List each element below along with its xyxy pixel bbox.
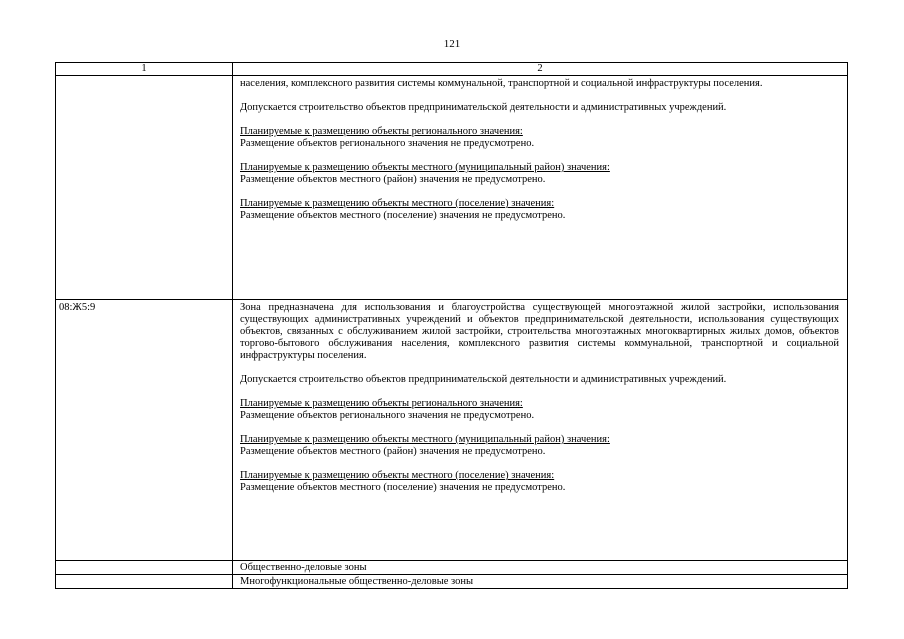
municipal-objects-text: Размещение объектов местного (район) значения не предусмотрено.: [240, 174, 546, 185]
zoning-table: [55, 62, 848, 589]
municipal-objects-heading: Планируемые к размещению объекты местного (муниципальный район) значения:: [240, 162, 610, 173]
zone-intro-text: населения, комплексного развития системы коммунальной, транспортной и социальной инфраструктуры поселения.: [240, 78, 763, 89]
municipal-objects-text: Размещение объектов местного (район) значения не предусмотрено.: [240, 446, 546, 457]
municipal-objects-heading: Планируемые к размещению объекты местного (муниципальный район) значения:: [240, 434, 610, 445]
regional-objects-text: Размещение объектов регионального значения не предусмотрено.: [240, 138, 535, 149]
table-row-zone: [56, 300, 848, 561]
header-cell-2: 2: [233, 63, 848, 76]
table-row-section: [56, 561, 848, 575]
table-row-section: [56, 575, 848, 589]
header-cell-1: 1: [56, 63, 233, 76]
empty-code-cell: [56, 561, 233, 575]
zone-intro-text: Зона предназначена для использования и благоустройства существующей многоэтажной жилой застройки, использования существующих административных учреждений и объектов предпринимательской деятельности, использования существующих объектов, связанных с обслуживанием жилой застройки, строительства многоэтажных многоквартирных жилых домов, объектов торгово-бытового обслуживания населения, комплексного развития системы коммунальной, транспортной и социальной инфраструктуры поселения.: [240, 302, 839, 361]
regional-objects-text: Размещение объектов регионального значения не предусмотрено.: [240, 410, 535, 421]
zone-code-cell: [56, 76, 233, 300]
section-title-cell: Многофункциональные общественно-деловые зоны: [233, 575, 848, 589]
regional-objects-heading: Планируемые к размещению объекты регионального значения:: [240, 398, 523, 409]
section-title-cell: Общественно-деловые зоны: [233, 561, 848, 575]
allowed-construction-text: Допускается строительство объектов предпринимательской деятельности и административных учреждений.: [240, 374, 727, 385]
local-objects-heading: Планируемые к размещению объекты местного (поселение) значения:: [240, 198, 555, 209]
zone-description-cell: [233, 76, 848, 300]
empty-code-cell: [56, 575, 233, 589]
regional-objects-heading: Планируемые к размещению объекты регионального значения:: [240, 126, 523, 137]
zone-description-cell: [233, 300, 848, 561]
local-objects-heading: Планируемые к размещению объекты местного (поселение) значения:: [240, 470, 555, 481]
zone-code-cell: 08:Ж5:9: [56, 300, 233, 561]
table-header-row: [56, 63, 848, 76]
page-number: 121: [443, 38, 461, 50]
local-objects-text: Размещение объектов местного (поселение) значения не предусмотрено.: [240, 482, 566, 493]
table-row-continuation: [56, 76, 848, 300]
allowed-construction-text: Допускается строительство объектов предпринимательской деятельности и административных учреждений.: [240, 102, 727, 113]
local-objects-text: Размещение объектов местного (поселение) значения не предусмотрено.: [240, 210, 566, 221]
